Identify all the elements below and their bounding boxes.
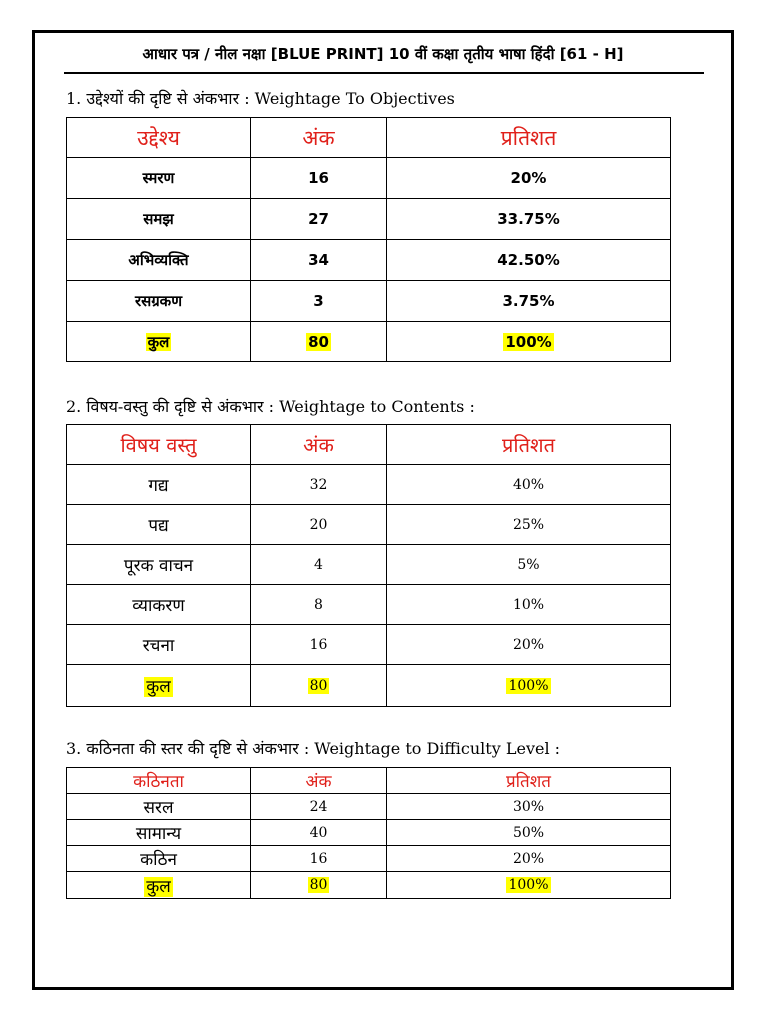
table-header-row bbox=[67, 118, 671, 158]
table-cell: 20% bbox=[387, 158, 671, 199]
table-cell: 40 bbox=[251, 820, 387, 846]
total-row bbox=[67, 872, 671, 899]
total-label: कुल bbox=[146, 677, 171, 697]
table-row bbox=[67, 505, 671, 545]
table-row bbox=[67, 794, 671, 820]
column-header: प्रतिशत bbox=[387, 768, 671, 794]
table-cell: रसग्रकण bbox=[67, 281, 251, 322]
table-cell: 20% bbox=[387, 625, 671, 665]
contents-table bbox=[66, 424, 671, 707]
total-marks: 80 bbox=[309, 877, 328, 893]
table-cell: 8 bbox=[251, 585, 387, 625]
total-label: कुल bbox=[147, 332, 170, 351]
column-header: कठिनता bbox=[67, 768, 251, 794]
title-underline bbox=[64, 72, 704, 74]
table-cell: सरल bbox=[67, 794, 251, 820]
table-header-row bbox=[67, 768, 671, 794]
table-cell: 34 bbox=[251, 240, 387, 281]
total-marks: 80 bbox=[308, 332, 329, 351]
table-cell: 50% bbox=[387, 820, 671, 846]
table-cell: 32 bbox=[251, 465, 387, 505]
table-cell: कठिन bbox=[67, 846, 251, 872]
total-percent: 100% bbox=[505, 332, 552, 351]
table-cell: गद्य bbox=[67, 465, 251, 505]
column-header: उद्देश्य bbox=[67, 118, 251, 158]
table-cell: पूरक वाचन bbox=[67, 545, 251, 585]
table-cell: 3.75% bbox=[387, 281, 671, 322]
table-row bbox=[67, 625, 671, 665]
table-cell: 16 bbox=[251, 846, 387, 872]
total-percent: 100% bbox=[508, 877, 549, 893]
column-header: अंक bbox=[251, 768, 387, 794]
table-cell: 5% bbox=[387, 545, 671, 585]
table-header-row bbox=[67, 425, 671, 465]
table-cell: अभिव्यक्ति bbox=[67, 240, 251, 281]
table-row bbox=[67, 281, 671, 322]
total-row bbox=[67, 322, 671, 362]
table-cell: 40% bbox=[387, 465, 671, 505]
table-row bbox=[67, 820, 671, 846]
table-row bbox=[67, 846, 671, 872]
table-cell: 24 bbox=[251, 794, 387, 820]
section-1-title: 1. उद्देश्यों की दृष्टि से अंकभार : Weightage To Objectives bbox=[66, 89, 455, 108]
table-cell: 4 bbox=[251, 545, 387, 585]
table-cell: 42.50% bbox=[387, 240, 671, 281]
column-header: विषय वस्तु bbox=[67, 425, 251, 465]
table-row bbox=[67, 240, 671, 281]
total-percent: 100% bbox=[508, 677, 549, 694]
table-cell: 25% bbox=[387, 505, 671, 545]
table-cell: 30% bbox=[387, 794, 671, 820]
table-row bbox=[67, 545, 671, 585]
section-3-title: 3. कठिनता की स्तर की दृष्टि से अंकभार : Weightage to Difficulty Level : bbox=[66, 739, 561, 758]
column-header: प्रतिशत bbox=[387, 118, 671, 158]
total-row bbox=[67, 665, 671, 707]
table-cell: 16 bbox=[251, 158, 387, 199]
table-cell: 27 bbox=[251, 199, 387, 240]
table-cell: व्याकरण bbox=[67, 585, 251, 625]
table-cell: सामान्य bbox=[67, 820, 251, 846]
table-cell: रचना bbox=[67, 625, 251, 665]
column-header: अंक bbox=[251, 425, 387, 465]
table-row bbox=[67, 585, 671, 625]
objectives-table bbox=[66, 117, 671, 362]
table-cell: पद्य bbox=[67, 505, 251, 545]
table-cell: 20% bbox=[387, 846, 671, 872]
table-row bbox=[67, 465, 671, 505]
table-cell: 33.75% bbox=[387, 199, 671, 240]
table-cell: 10% bbox=[387, 585, 671, 625]
column-header: प्रतिशत bbox=[387, 425, 671, 465]
total-marks: 80 bbox=[309, 677, 328, 694]
table-cell: 3 bbox=[251, 281, 387, 322]
table-cell: 16 bbox=[251, 625, 387, 665]
table-cell: स्मरण bbox=[67, 158, 251, 199]
page-title: आधार पत्र / नील नक्षा [BLUE PRINT] 10 वीं कक्षा तृतीय भाषा हिंदी [61 - H] bbox=[142, 45, 624, 63]
table-row bbox=[67, 158, 671, 199]
table-cell: 20 bbox=[251, 505, 387, 545]
table-cell: समझ bbox=[67, 199, 251, 240]
total-label: कुल bbox=[146, 876, 171, 897]
section-2-title: 2. विषय-वस्तु की दृष्टि से अंकभार : Weightage to Contents : bbox=[66, 397, 475, 416]
table-row bbox=[67, 199, 671, 240]
difficulty-table bbox=[66, 767, 671, 899]
column-header: अंक bbox=[251, 118, 387, 158]
